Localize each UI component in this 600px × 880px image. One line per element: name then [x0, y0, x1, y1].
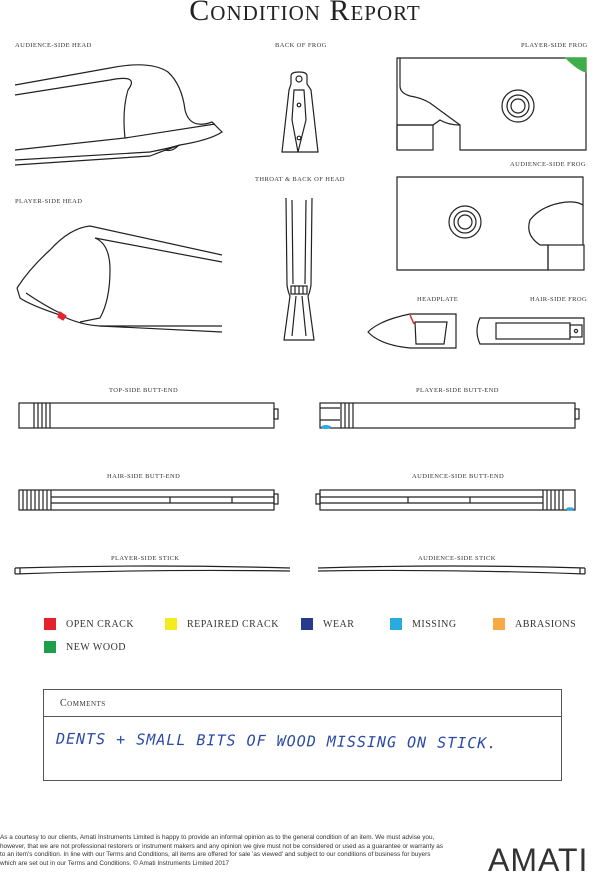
back-of-frog-drawing — [282, 72, 318, 152]
legend-label: OPEN CRACK — [66, 618, 135, 630]
label-throat-back-of-head: THROAT & BACK OF HEAD — [255, 176, 345, 183]
label-player-side-butt-end: PLAYER-SIDE BUTT-END — [416, 387, 499, 394]
brand-logo: AMATI — [488, 842, 589, 878]
legend-label: REPAIRED CRACK — [187, 618, 279, 630]
legend-swatch — [390, 618, 402, 630]
audience-side-head-drawing — [15, 65, 222, 165]
audience-side-butt-end-drawing — [316, 490, 575, 510]
legend-swatch — [165, 618, 177, 630]
top-side-butt-end-drawing — [19, 403, 278, 428]
label-hair-side-butt-end: HAIR-SIDE BUTT-END — [107, 473, 181, 480]
label-player-side-head: PLAYER-SIDE HEAD — [15, 198, 83, 205]
audience-side-frog-drawing — [397, 177, 584, 270]
player-side-butt-missing-mark — [321, 425, 331, 429]
comments-handwritten-text: DENTS + SMALL BITS OF WOOD MISSING ON STICK. — [55, 729, 498, 753]
page-title: Condition Report — [189, 0, 421, 27]
legend-wear — [301, 618, 354, 630]
audience-side-stick-drawing — [318, 566, 585, 574]
legend-label: MISSING — [412, 618, 457, 630]
audience-side-butt-missing-mark — [566, 507, 574, 511]
throat-back-of-head-drawing — [284, 198, 314, 340]
hair-side-frog-drawing — [477, 318, 584, 344]
legend-open-crack — [44, 618, 134, 630]
label-audience-side-butt-end: AUDIENCE-SIDE BUTT-END — [412, 473, 505, 480]
legend-repaired-crack — [165, 618, 279, 630]
headplate-open-crack-mark — [410, 315, 414, 324]
throat-band — [291, 286, 307, 294]
label-audience-side-stick: AUDIENCE-SIDE STICK — [418, 555, 496, 562]
player-side-frog-drawing — [397, 58, 586, 150]
legend-missing — [390, 618, 457, 630]
label-player-side-frog: PLAYER-SIDE FROG — [521, 42, 588, 49]
legend-label: NEW WOOD — [66, 641, 127, 653]
label-top-side-butt-end: TOP-SIDE BUTT-END — [109, 387, 179, 394]
legend-swatch — [44, 641, 56, 653]
legend-swatch — [301, 618, 313, 630]
player-side-head-open-crack-mark — [58, 312, 66, 320]
label-audience-side-head: AUDIENCE-SIDE HEAD — [15, 42, 92, 49]
label-player-side-stick: PLAYER-SIDE STICK — [111, 555, 180, 562]
player-side-head-drawing — [17, 226, 222, 332]
player-side-butt-end-drawing — [320, 403, 579, 428]
legend-label: ABRASIONS — [515, 618, 577, 630]
legend-abrasions — [493, 618, 576, 630]
legend-swatch — [493, 618, 505, 630]
comments-box — [43, 689, 562, 781]
legend-label: WEAR — [323, 618, 355, 630]
legend-swatch — [44, 618, 56, 630]
label-hair-side-frog: HAIR-SIDE FROG — [530, 296, 588, 303]
label-back-of-frog: BACK OF FROG — [275, 42, 327, 49]
label-headplate: HEADPLATE — [417, 296, 459, 303]
comments-heading: Comments — [44, 690, 561, 717]
label-audience-side-frog: AUDIENCE-SIDE FROG — [510, 161, 586, 168]
player-side-frog-new-wood-mark — [566, 58, 586, 72]
legend-new-wood — [44, 641, 126, 653]
player-side-stick-drawing — [15, 566, 290, 574]
hair-side-butt-end-drawing — [19, 490, 278, 510]
disclaimer-text: As a courtesy to our clients, Amati Instruments Limited is happy to provide an informal opinion as to the general condition of an item. We must advise you, however, that we are not professional restorers or instrument makers and any opinion we give must not be considered or used as a guarantee or warranty as to an item's condition. In line with our Terms and Conditions, all items are offered for sale 'as viewed' and subject to our conditions of business for buyers which are set out in our Terms and Conditions. © Amati Instruments Limited 2017 — [0, 834, 443, 867]
